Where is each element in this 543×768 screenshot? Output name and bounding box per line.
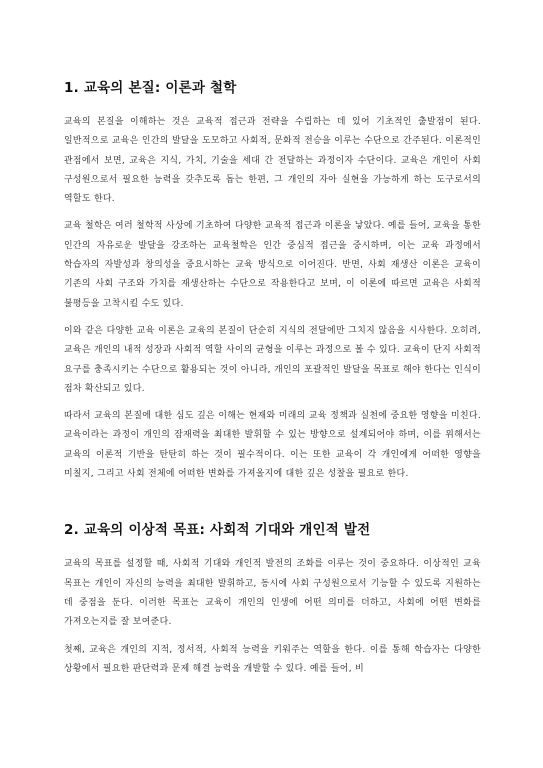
section-1-heading: 1. 교육의 본질: 이론과 철학 xyxy=(64,80,237,96)
section-1-paragraph-4: 따라서 교육의 본질에 대한 심도 깊은 이해는 현재와 미래의 교육 정책과 실천에 중요한 영향을 미친다. 교육이라는 과정이 개인의 잠재력을 최대한 발휘할 수 있는 방향으로 설계되어야 하며, 이를 위해서는 교육의 이론적 기반을 탄탄히 하는 것이 필수적이다. 이는 또한 교육이 각 개인에게 어떠한 영향을 미칠지, 그리고 사회 전체에 어떠한 변화를 가져올지에 대한 깊은 성찰을 필요로 한다. xyxy=(64,411,481,480)
section-2-paragraph-2: 첫째, 교육은 개인의 지적, 정서적, 사회적 능력을 키워주는 역할을 한다. 이를 통해 학습자는 다양한 상황에서 필요한 판단력과 문제 해결 능력을 개발할 수 있다. 예를 들어, 비 xyxy=(64,644,481,674)
section-2-heading: 2. 교육의 이상적 목표: 사회적 기대와 개인적 발전 xyxy=(64,522,371,539)
section-2-paragraph-1: 교육의 목표를 설정할 때, 사회적 기대와 개인적 발전의 조화를 이루는 것이 중요하다. 이상적인 교육 목표는 개인이 자신의 능력을 최대한 발휘하고, 동시에 사회 구성원으로서 기능할 수 있도록 지원하는 데 중점을 둔다. 이러한 목표는 교육이 개인의 인생에 어떤 의미를 더하고, 사회에 어떤 변화를 가져오는지를 잘 보여준다. xyxy=(64,559,481,628)
section-1-paragraph-1: 교육의 본질을 이해하는 것은 교육적 접근과 전략을 수립하는 데 있어 기초적인 출발점이 된다. 일반적으로 교육은 인간의 발달을 도모하고 사회적, 문화적 전승을 이루는 수단으로 간주된다. 이론적인 관점에서 보면, 교육은 지식, 가치, 기술을 세대 간 전달하는 과정이자 수단이다. 교육은 개인이 사회 구성원으로서 필요한 능력을 갖추도록 돕는 한편, 그 개인의 자아 실현을 가능하게 하는 도구로서의 역할도 한다. xyxy=(64,117,481,205)
section-1-paragraph-2: 교육 철학은 여러 철학적 사상에 기초하여 다양한 교육적 접근과 이론을 낳았다. 예를 들어, 교육을 통한 인간의 자유로운 발달을 강조하는 교육철학은 인간 중심적 접근을 중시하며, 이는 교육 과정에서 학습자의 자발성과 창의성을 중요시하는 교육 방식으로 이어진다. 반면, 사회 재생산 이론은 교육이 기존의 사회 구조와 가치를 재생산하는 수단으로 작용한다고 보며, 이 이론에 따르면 교육은 사회적 불평등을 고착시킬 수도 있다. xyxy=(64,221,481,309)
section-1-paragraph-3: 이와 같은 다양한 교육 이론은 교육의 본질이 단순히 지식의 전달에만 그치지 않음을 시사한다. 오히려, 교육은 개인의 내적 성장과 사회적 역할 사이의 균형을 이루는 과정으로 볼 수 있다. 교육이 단지 사회적 요구를 충족시키는 수단으로 활용되는 것이 아니라, 개인의 포괄적인 발달을 목표로 해야 한다는 인식이 점차 확산되고 있다. xyxy=(64,325,481,394)
